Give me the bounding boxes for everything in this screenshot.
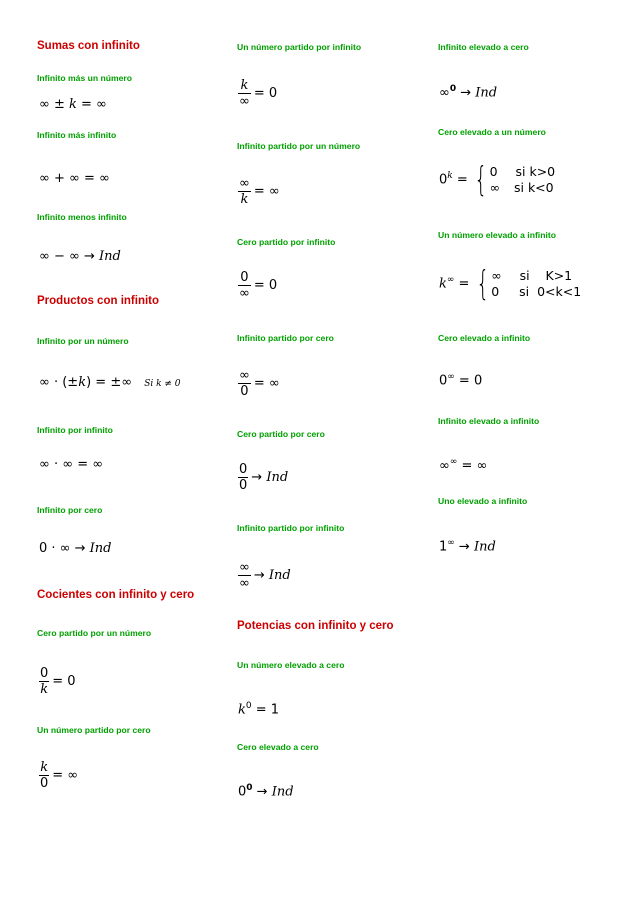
subtitle-numero-elevado-cero: Un número elevado a cero (237, 660, 345, 670)
formula-part: = (454, 276, 474, 292)
case-value: 0 (489, 164, 498, 179)
formula-cero-elevado-cero (238, 781, 294, 799)
subtitle-numero-partido-infinito: Un número partido por infinito (237, 42, 362, 52)
subtitle-cero-elevado-cero: Cero elevado a cero (237, 742, 319, 752)
subtitle-infinito-elevado-cero: Infinito elevado a cero (438, 42, 529, 52)
subtitle-infinito-partido-cero: Infinito partido por cero (237, 333, 334, 343)
formula-infinito-partido-cero (238, 368, 280, 399)
fraction-denominator: 0 (240, 384, 249, 399)
case-condition: si k>0 (515, 164, 556, 179)
formula-ind: Ind (266, 470, 289, 485)
fraction-denominator: ∞ (239, 94, 250, 109)
subtitle-cero-partido-infinito: Cero partido por infinito (237, 237, 336, 247)
formula-base: ∞ (439, 85, 450, 101)
cases (490, 164, 556, 196)
formula-condition: Si k ≠ 0 (144, 379, 181, 389)
formula-infinito-partido-infinito (238, 560, 291, 591)
left-brace: { (474, 160, 488, 200)
formula-exponent: ∞ (447, 538, 455, 548)
formula-exponent: ∞ (446, 275, 455, 286)
formula-part: 0 · ∞ → (39, 541, 90, 556)
formula-part: = 0 (253, 278, 278, 293)
formula-cero-elevado-infinito (439, 370, 482, 388)
formula-part: ∞ − ∞ → (39, 249, 99, 264)
fraction-denominator: 0 (239, 478, 248, 493)
fraction (238, 462, 248, 493)
formula-part: = ∞ (76, 97, 107, 112)
formula-part: = 0 (253, 86, 278, 101)
subtitle-infinito-por-numero: Infinito por un número (37, 336, 129, 346)
fraction-denominator: ∞ (239, 576, 250, 591)
case-value: 0 (491, 284, 500, 299)
formula-exponent: 0 (449, 84, 457, 94)
fraction-denominator: ∞ (239, 286, 250, 301)
formula-part: ) = ±∞ (86, 375, 133, 390)
subtitle-infinito-por-cero: Infinito por cero (37, 505, 103, 515)
formula-base: k (238, 702, 246, 718)
section-title-productos: Productos con infinito (37, 295, 160, 307)
formula-var-k: k (78, 375, 87, 390)
formula-part: ∞ ± (39, 97, 69, 112)
formula-numero-partido-cero (39, 760, 78, 791)
formula-infinito-por-numero (39, 376, 181, 391)
formula-part: = 1 (251, 702, 280, 718)
formula-part: → (253, 568, 269, 583)
section-title-potencias: Potencias con infinito y cero (237, 620, 394, 632)
fraction-denominator: k (40, 682, 49, 697)
formula-part: → (251, 470, 267, 485)
cases (491, 268, 581, 300)
formula-ind: Ind (89, 541, 112, 556)
case-value: ∞ (489, 180, 500, 195)
formula-ind: Ind (98, 249, 121, 264)
subtitle-cero-elevado-numero: Cero elevado a un número (438, 127, 546, 137)
fraction-denominator: k (240, 192, 249, 207)
fraction-denominator: 0 (40, 776, 49, 791)
formula-part: → (456, 85, 476, 101)
fraction (238, 176, 251, 207)
fraction (238, 560, 251, 591)
formula-infinito-menos-infinito (39, 250, 121, 264)
formula-infinito-por-cero (39, 542, 112, 556)
formula-part: = ∞ (253, 376, 280, 391)
section-title-cocientes: Cocientes con infinito y cero (37, 589, 195, 601)
subtitle-cero-elevado-infinito: Cero elevado a infinito (438, 333, 531, 343)
formula-uno-elevado-infinito (439, 536, 496, 554)
case-condition: si 0<k<1 (519, 284, 582, 299)
formula-infinito-mas-infinito: ∞ + ∞ = ∞ (39, 171, 110, 186)
formula-ind: Ind (475, 85, 498, 101)
formula-infinito-elevado-cero (439, 82, 497, 100)
subtitle-infinito-partido-numero: Infinito partido por un número (237, 141, 361, 151)
fraction-numerator: 0 (40, 666, 49, 681)
formula-exponent: 0 (246, 783, 253, 793)
case-condition: si K>1 (519, 268, 573, 283)
fraction-numerator: ∞ (239, 368, 250, 383)
fraction-numerator: k (238, 78, 251, 94)
formula-numero-partido-infinito (238, 78, 277, 109)
formula-ind: Ind (268, 568, 291, 583)
fraction-numerator: 0 (238, 270, 251, 286)
fraction-numerator: ∞ (239, 560, 250, 575)
formula-part: = (452, 172, 472, 188)
formula-ind: Ind (271, 784, 294, 800)
left-brace: { (475, 264, 489, 304)
formula-exponent: k (447, 171, 453, 182)
formula-infinito-elevado-infinito (439, 455, 487, 473)
formula-numero-elevado-cero (238, 699, 279, 717)
formula-infinito-partido-numero (238, 176, 280, 207)
fraction (238, 78, 251, 109)
fraction (238, 270, 251, 301)
formula-base: 1 (439, 539, 448, 555)
subtitle-cero-partido-numero: Cero partido por un número (37, 628, 152, 638)
fraction-numerator: ∞ (239, 176, 250, 191)
formula-part: → (454, 539, 474, 555)
formula-base: 0 (439, 172, 448, 188)
subtitle-cero-partido-cero: Cero partido por cero (237, 429, 325, 439)
formula-cero-partido-cero (238, 462, 288, 493)
formula-part: = ∞ (253, 184, 280, 199)
subtitle-numero-elevado-infinito: Un número elevado a infinito (438, 230, 556, 240)
fraction (238, 368, 251, 399)
formula-cero-elevado-numero (439, 160, 556, 200)
fraction-numerator: k (40, 760, 49, 775)
formula-base: 0 (439, 373, 448, 389)
formula-part: → (252, 784, 272, 800)
subtitle-uno-elevado-infinito: Uno elevado a infinito (438, 496, 528, 506)
formula-part: = 0 (52, 674, 76, 689)
formula-base: 0 (238, 784, 247, 800)
subtitle-infinito-mas-numero: Infinito más un número (37, 73, 133, 83)
formula-infinito-por-infinito: ∞ · ∞ = ∞ (39, 457, 104, 472)
formula-exponent: ∞ (449, 457, 458, 467)
formula-part: = ∞ (457, 458, 488, 474)
formula-numero-elevado-infinito (439, 264, 582, 304)
formula-cero-partido-numero (39, 666, 76, 697)
fraction (39, 666, 49, 697)
subtitle-numero-partido-cero: Un número partido por cero (37, 725, 151, 735)
formula-ind: Ind (473, 539, 496, 555)
formula-part: ∞ · (± (39, 375, 79, 390)
subtitle-infinito-elevado-infinito: Infinito elevado a infinito (438, 416, 540, 426)
formula-part: = ∞ (52, 768, 79, 783)
subtitle-infinito-mas-infinito: Infinito más infinito (37, 130, 117, 140)
formula-var-k: k (69, 97, 77, 112)
formula-cero-partido-infinito (238, 270, 277, 301)
fraction-numerator: 0 (239, 462, 248, 477)
case-value: ∞ (491, 268, 502, 283)
formula-base: ∞ (439, 458, 450, 474)
subtitle-infinito-por-infinito: Infinito por infinito (37, 425, 113, 435)
formula-infinito-mas-numero (39, 98, 107, 112)
formula-base: k (439, 276, 447, 292)
section-title-sumas: Sumas con infinito (37, 40, 140, 52)
formula-part: = 0 (454, 373, 483, 389)
formula-exponent: ∞ (447, 372, 455, 382)
fraction (39, 760, 49, 791)
subtitle-infinito-menos-infinito: Infinito menos infinito (37, 212, 127, 222)
subtitle-infinito-partido-infinito: Infinito partido por infinito (237, 523, 345, 533)
case-condition: si k<0 (513, 180, 554, 195)
formula-exponent: 0 (245, 701, 252, 711)
